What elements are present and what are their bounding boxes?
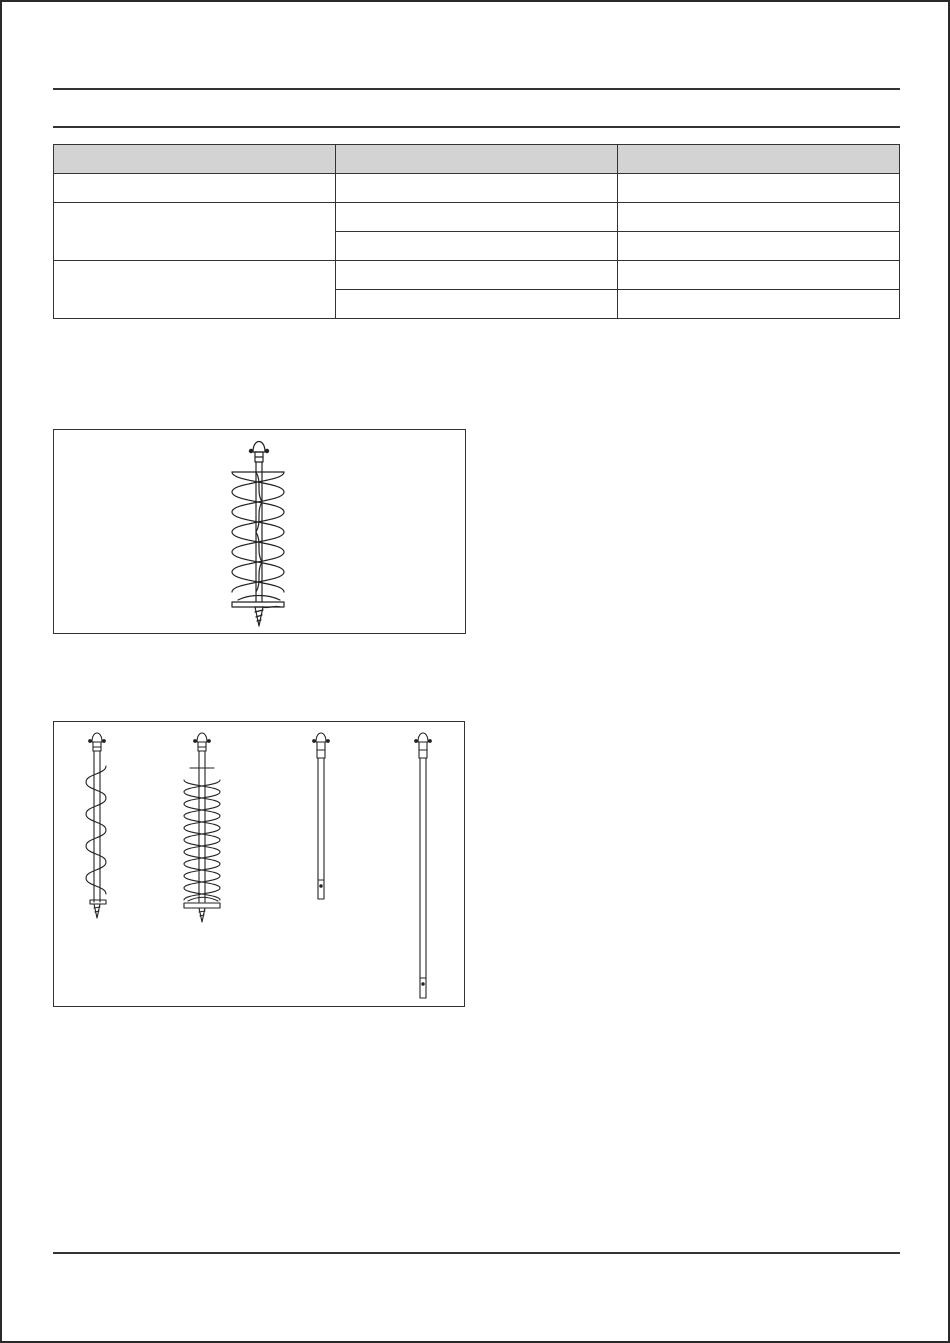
column-header xyxy=(618,145,900,174)
header-rule-top xyxy=(53,88,900,90)
table-cell xyxy=(54,174,336,203)
table-cell xyxy=(54,261,336,319)
table-cell xyxy=(54,203,336,261)
header-rule-bottom xyxy=(53,126,900,128)
figure-attachments xyxy=(53,721,465,1007)
table-cell xyxy=(618,290,900,319)
table-cell xyxy=(336,261,618,290)
extension-rod-short-drawing xyxy=(313,733,330,899)
attachments-drawing xyxy=(54,722,464,1006)
figure-auger-bit xyxy=(53,429,466,634)
spec-table xyxy=(53,144,900,319)
table-row xyxy=(54,261,900,290)
table-cell xyxy=(618,203,900,232)
column-header xyxy=(336,145,618,174)
auger-large-drawing xyxy=(54,430,465,633)
table-cell xyxy=(618,174,900,203)
table-row xyxy=(54,174,900,203)
auger-narrow-drawing xyxy=(86,733,106,918)
table-cell xyxy=(336,203,618,232)
table-cell xyxy=(618,261,900,290)
table-header-row xyxy=(54,145,900,174)
footer-rule xyxy=(53,1252,900,1254)
table-cell xyxy=(336,232,618,261)
column-header xyxy=(54,145,336,174)
table-cell xyxy=(336,174,618,203)
table-cell xyxy=(618,232,900,261)
extension-rod-long-drawing xyxy=(415,733,432,998)
auger-wide-drawing xyxy=(184,733,220,922)
table-row xyxy=(54,203,900,232)
table-cell xyxy=(336,290,618,319)
